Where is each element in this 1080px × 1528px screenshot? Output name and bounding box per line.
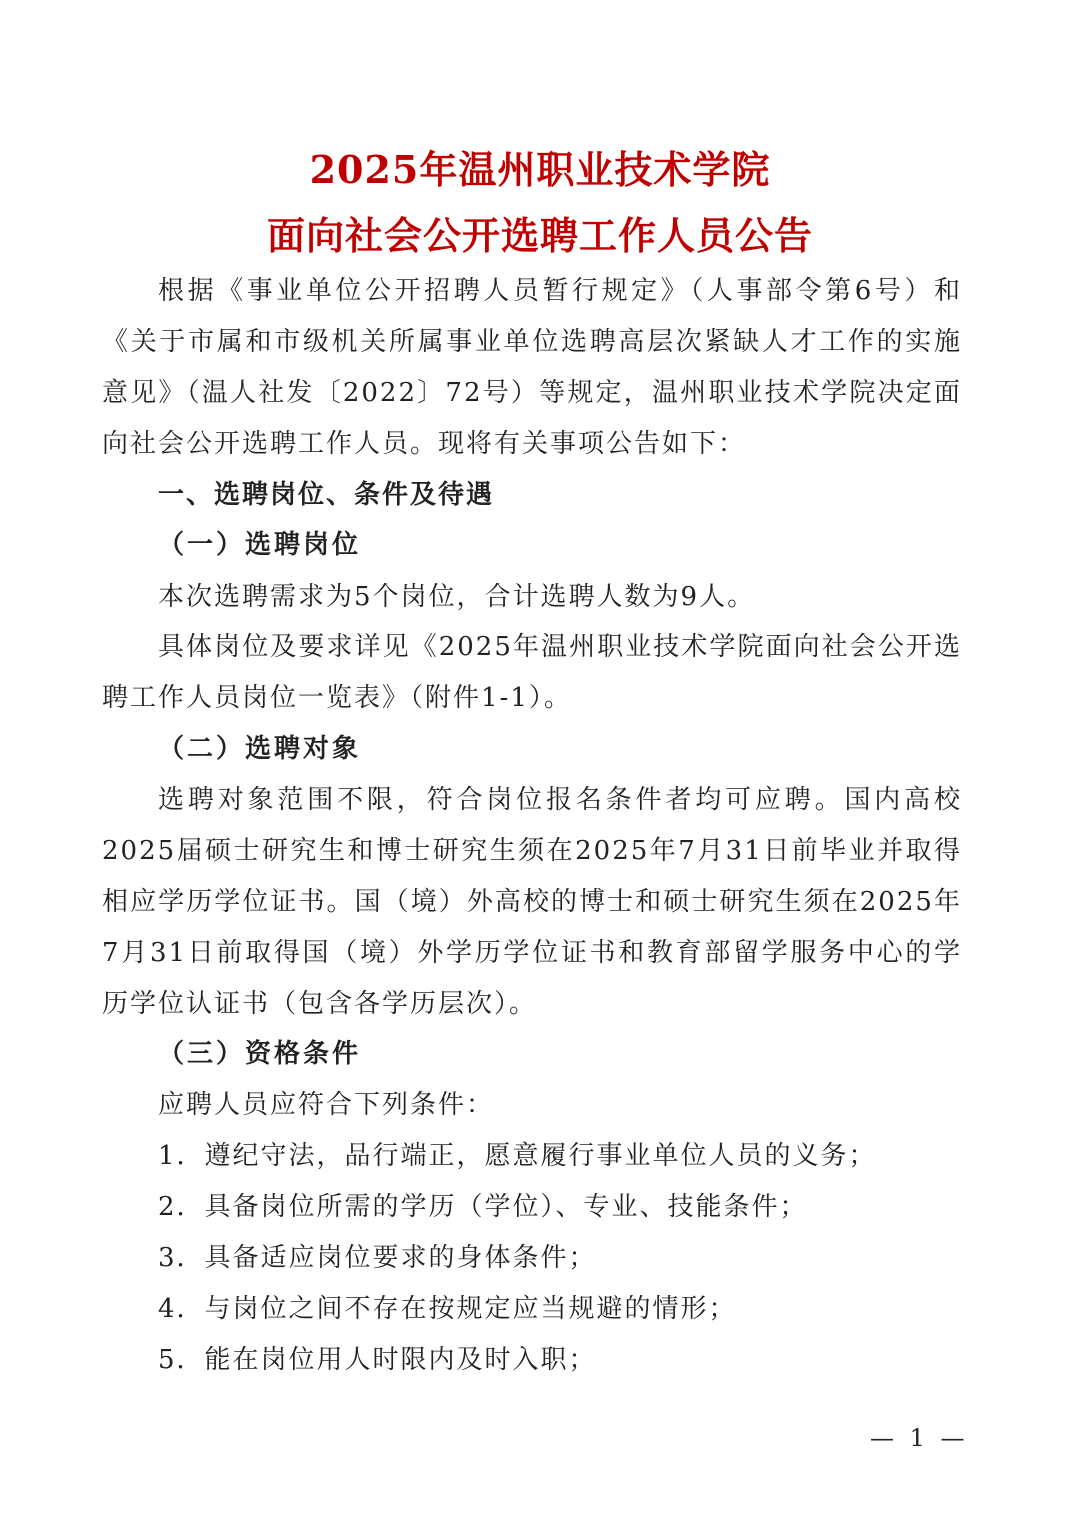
qualification-item: 5．能在岗位用人时限内及时入职； (158, 1345, 597, 1375)
targets-paragraph: 选聘对象范围不限，符合岗位报名条件者均可应聘。国内高校2025届硕士研究生和博士研究生须在2025年7月31日前毕业并取得相应学历学位证书。国（境）外高校的博士和硕士研究生须在2025年7月31日前取得国（境）外学历学位证书和教育部留学服务中心的学历学位认证书（包含各学历层次）。 (102, 785, 962, 1019)
positions-paragraph-1: 本次选聘需求为5个岗位，合计选聘人数为9人。 (158, 582, 756, 612)
page-number: — 1 — (870, 1424, 969, 1452)
subsection-heading-targets: （二）选聘对象 (158, 734, 362, 764)
subsection-heading-positions: （一）选聘岗位 (158, 530, 362, 560)
positions-paragraph-2: 具体岗位及要求详见《2025年温州职业技术学院面向社会公开选聘工作人员岗位一览表》（附件1-1）。 (102, 632, 962, 713)
qualification-item: 1．遵纪守法，品行端正，愿意履行事业单位人员的义务； (158, 1141, 877, 1171)
intro-paragraph: 根据《事业单位公开招聘人员暂行规定》（人事部令第6号）和《关于市属和市级机关所属事业单位选聘高层次紧缺人才工作的实施意见》（温人社发〔2022〕72号）等规定，温州职业技术学院决定面向社会公开选聘工作人员。现将有关事项公告如下： (102, 276, 962, 459)
document-title-line1: 2025年温州职业技术学院 (309, 147, 771, 192)
section-heading-1: 一、选聘岗位、条件及待遇 (158, 480, 495, 510)
qualification-item: 3．具备适应岗位要求的身体条件； (158, 1243, 597, 1273)
qualification-item: 2．具备岗位所需的学历（学位）、专业、技能条件； (158, 1192, 808, 1222)
subsection-heading-qualifications: （三）资格条件 (158, 1039, 362, 1069)
qualification-item: 4．与岗位之间不存在按规定应当规避的情形； (158, 1294, 737, 1324)
qualifications-intro: 应聘人员应符合下列条件： (158, 1090, 495, 1120)
document-title-line2: 面向社会公开选聘工作人员公告 (266, 213, 813, 258)
